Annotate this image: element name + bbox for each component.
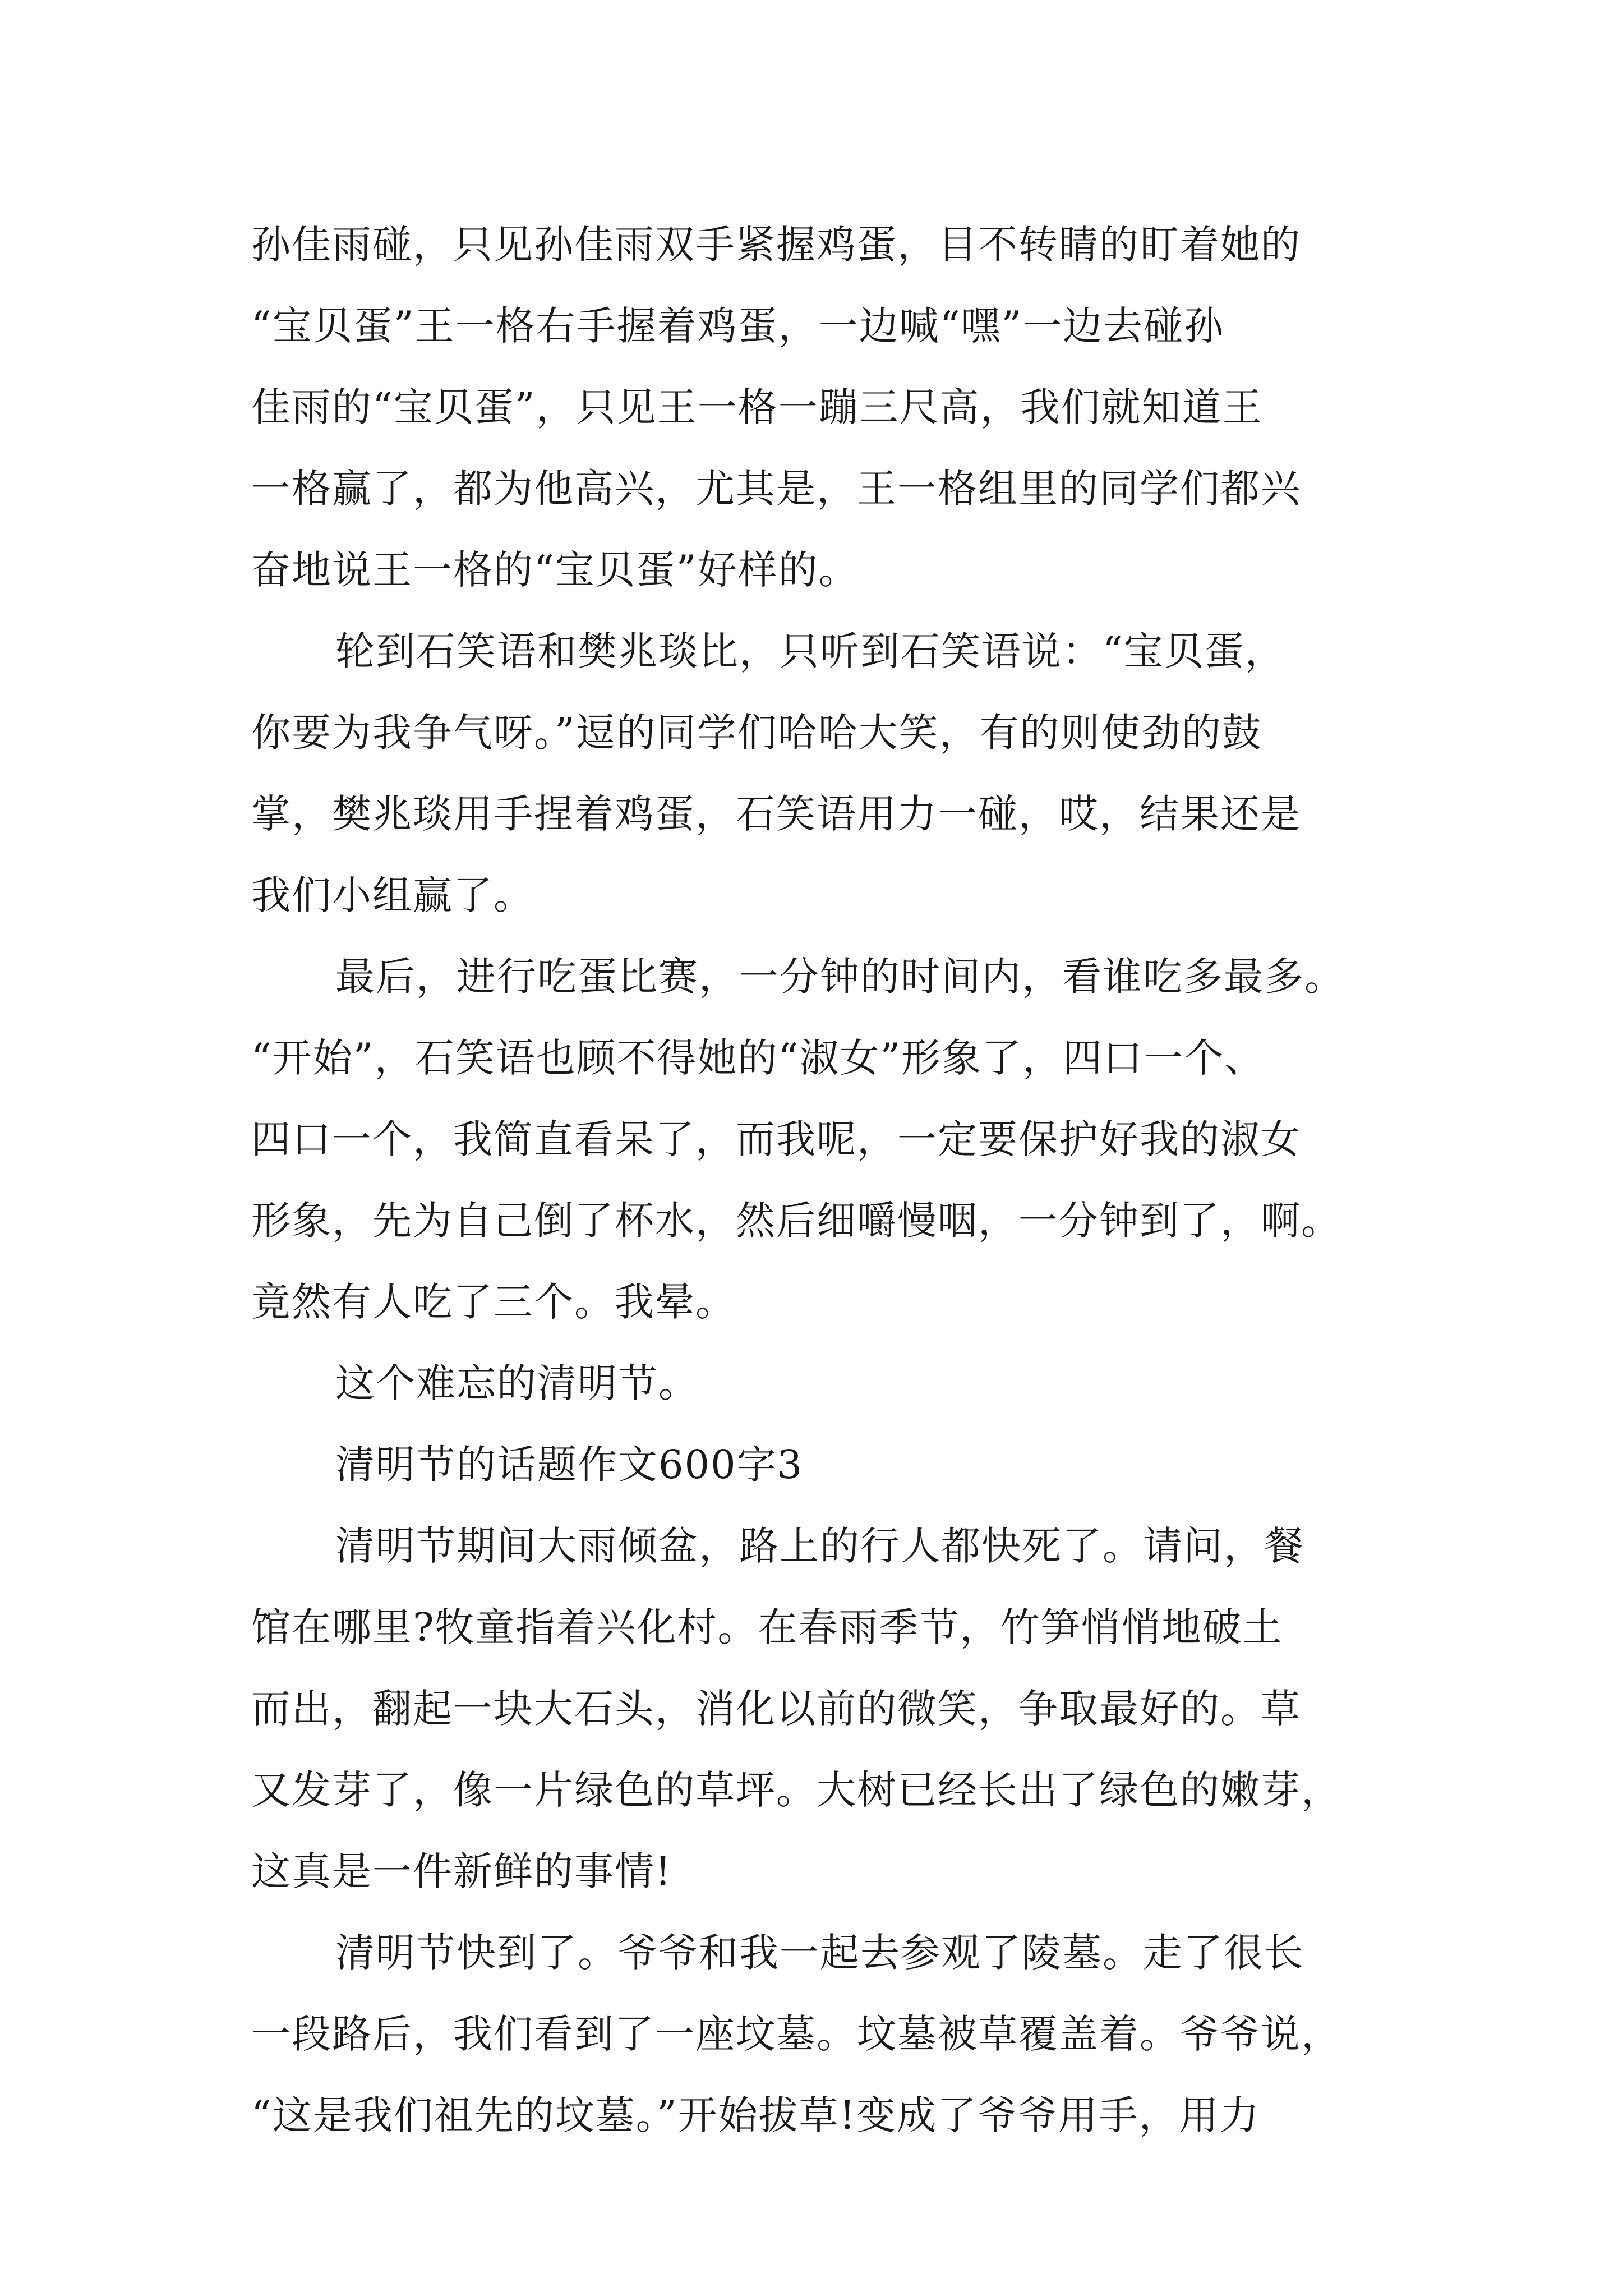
text-line: 我们小组赢了。 bbox=[251, 872, 534, 918]
text-line: 孙佳雨碰，只见孙佳雨双手紧握鸡蛋，目不转睛的盯着她的 bbox=[251, 222, 1301, 268]
paragraph-first-line: 清明节期间大雨倾盆，路上的行人都快死了。请问，餐 bbox=[335, 1523, 1304, 1569]
text-line: 而出，翻起一块大石头，消化以前的微笑，争取最好的。草 bbox=[251, 1686, 1301, 1732]
text-line: 佳雨的“宝贝蛋”，只见王一格一蹦三尺高，我们就知道王 bbox=[251, 384, 1263, 430]
text-line: “开始”，石笑语也顾不得她的“淑女”形象了，四口一个、 bbox=[251, 1035, 1265, 1081]
paragraph-first-line: 轮到石笑语和樊兆琰比，只听到石笑语说：“宝贝蛋， bbox=[335, 628, 1285, 674]
section-heading: 清明节的话题作文600字3 bbox=[335, 1442, 804, 1488]
text-line: 一段路后，我们看到了一座坟墓。坟墓被草覆盖着。爷爷说， bbox=[251, 2011, 1341, 2057]
text-line: 馆在哪里?牧童指着兴化村。在春雨季节，竹笋悄悄地破土 bbox=[251, 1604, 1283, 1650]
text-line: 奋地说王一格的“宝贝蛋”好样的。 bbox=[251, 547, 859, 593]
text-line: 你要为我争气呀。”逗的同学们哈哈大笑，有的则使劲的鼓 bbox=[251, 710, 1262, 756]
text-line: 这真是一件新鲜的事情! bbox=[251, 1848, 672, 1894]
text-line: 掌，樊兆琰用手捏着鸡蛋，石笑语用力一碰，哎，结果还是 bbox=[251, 791, 1301, 837]
text-line: 一格赢了，都为他高兴，尤其是，王一格组里的同学们都兴 bbox=[251, 466, 1301, 512]
paragraph-first-line: 这个难忘的清明节。 bbox=[335, 1360, 699, 1406]
text-line: 四口一个，我简直看呆了，而我呢，一定要保护好我的淑女 bbox=[251, 1116, 1301, 1162]
text-line: 形象，先为自己倒了杯水，然后细嚼慢咽，一分钟到了，啊。 bbox=[251, 1198, 1341, 1244]
paragraph-first-line: 最后，进行吃蛋比赛，一分钟的时间内，看谁吃多最多。 bbox=[335, 954, 1345, 1000]
text-line: 又发芽了，像一片绿色的草坪。大树已经长出了绿色的嫩芽， bbox=[251, 1767, 1341, 1813]
text-line: 竟然有人吃了三个。我晕。 bbox=[251, 1279, 736, 1325]
paragraph-first-line: 清明节快到了。爷爷和我一起去参观了陵墓。走了很长 bbox=[335, 1930, 1304, 1976]
text-line: “这是我们祖先的坟墓。”开始拔草!变成了爷爷用手，用力 bbox=[251, 2092, 1260, 2138]
text-line: “宝贝蛋”王一格右手握着鸡蛋，一边喊“嘿”一边去碰孙 bbox=[251, 303, 1225, 349]
